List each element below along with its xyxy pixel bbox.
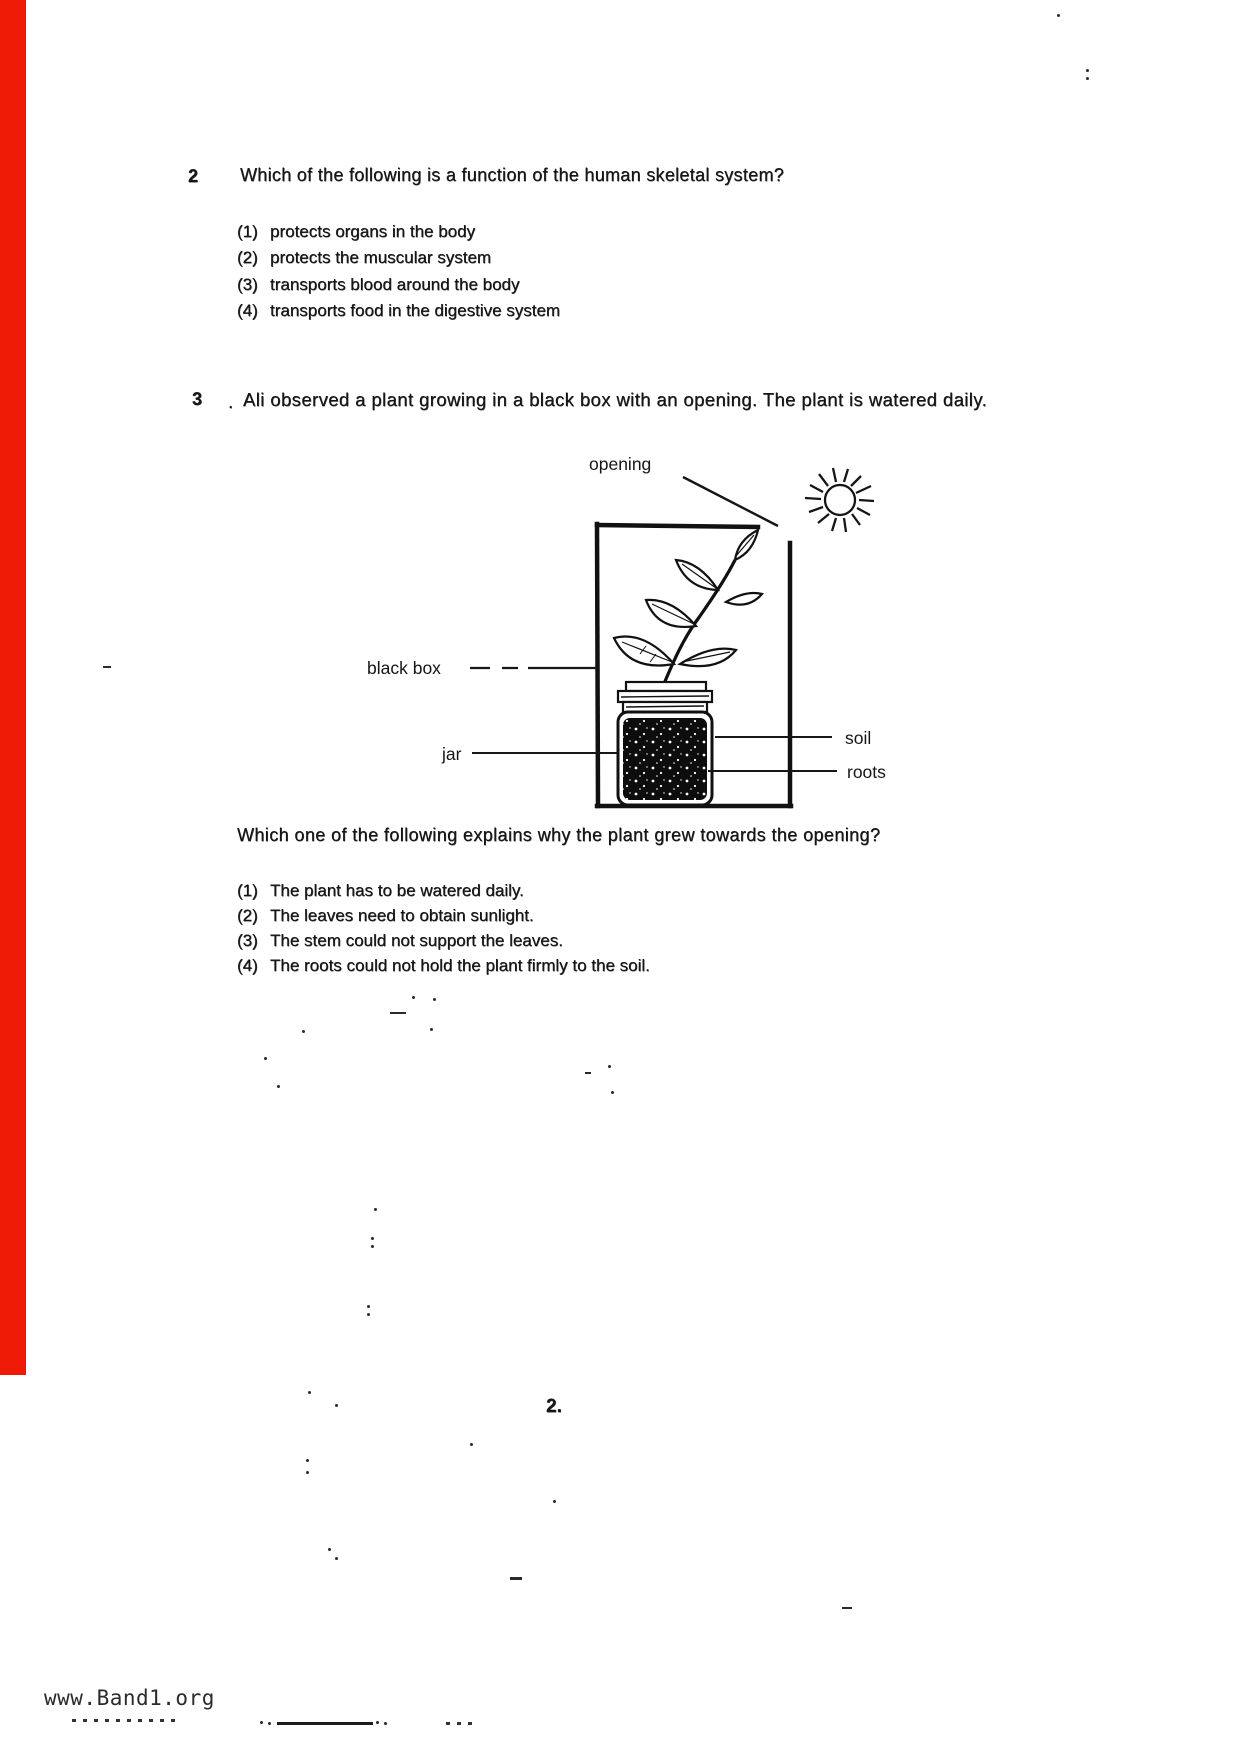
scan-line-mark xyxy=(277,1722,373,1725)
option-key: (3) xyxy=(237,274,258,294)
scan-speck xyxy=(335,1404,338,1407)
scan-speck xyxy=(328,1548,331,1551)
question-3-sub-question: Which one of the following explains why the plant grew towards the opening? xyxy=(237,825,881,845)
answer-option xyxy=(237,903,650,928)
scan-speck xyxy=(374,1208,377,1211)
option-text: protects organs in the body xyxy=(270,222,476,241)
scan-speck xyxy=(412,996,415,999)
answer-option xyxy=(237,245,560,271)
question-3-options xyxy=(237,878,650,978)
answer-option xyxy=(237,953,650,978)
plant-box-diagram xyxy=(360,440,920,830)
scan-speck xyxy=(306,1471,309,1474)
page-number: 2. xyxy=(546,1396,562,1417)
scan-speck xyxy=(371,1237,374,1240)
scan-dotted-marks xyxy=(446,1722,472,1725)
option-key: (4) xyxy=(237,301,258,321)
option-text: transports food in the digestive system xyxy=(270,301,561,321)
plant-illustration xyxy=(614,530,762,686)
scan-edge-red-bar xyxy=(0,0,26,1375)
option-text: The leaves need to obtain sunlight. xyxy=(270,906,534,925)
roots-label: roots xyxy=(847,762,886,782)
answer-option xyxy=(237,272,560,298)
option-key: (1) xyxy=(237,881,258,900)
scan-speck xyxy=(1057,14,1060,17)
option-text: protects the muscular system xyxy=(270,248,492,268)
question-2-stem: Which of the following is a function of the human skeletal system? xyxy=(240,165,785,185)
scan-speck xyxy=(306,1459,309,1462)
sun-icon xyxy=(805,468,874,532)
opening-pointer-line xyxy=(683,477,778,526)
opening-label: opening xyxy=(589,454,652,474)
scan-speck xyxy=(302,1030,305,1033)
question-2-number: 2 xyxy=(188,166,199,186)
scan-speck xyxy=(103,666,111,668)
scan-speck xyxy=(611,1091,614,1094)
scan-speck xyxy=(367,1313,370,1316)
scan-speck xyxy=(842,1607,852,1609)
jar-label: jar xyxy=(442,744,462,764)
question-2-options xyxy=(237,219,560,325)
black-box-label: black box xyxy=(367,658,441,678)
scan-speck xyxy=(260,1721,263,1724)
scan-speck xyxy=(308,1391,311,1394)
scan-speck xyxy=(371,1245,374,1248)
answer-option xyxy=(237,928,650,953)
scan-speck xyxy=(268,1722,271,1725)
scan-speck xyxy=(430,1028,433,1031)
scan-speck xyxy=(390,1012,406,1014)
footer-watermark-url: www.Band1.org xyxy=(44,1686,215,1710)
jar-illustration xyxy=(618,682,712,805)
question-3-number: 3 xyxy=(192,389,203,409)
option-text: The plant has to be watered daily. xyxy=(270,881,524,900)
scan-speck xyxy=(553,1500,556,1503)
answer-option xyxy=(237,219,560,245)
scan-speck xyxy=(384,1722,387,1725)
option-key: (1) xyxy=(237,222,258,241)
scan-speck xyxy=(376,1721,379,1724)
scan-speck xyxy=(585,1072,591,1074)
scan-speck xyxy=(433,998,436,1001)
scan-speck xyxy=(277,1085,280,1088)
option-key: (3) xyxy=(237,931,258,950)
question-3-stem: Ali observed a plant growing in a black box with an opening. The plant is watered daily. xyxy=(243,389,988,410)
scan-speck xyxy=(335,1557,338,1560)
option-text: The stem could not support the leaves. xyxy=(270,931,563,950)
scan-artifact-dot: . xyxy=(228,391,234,412)
option-key: (2) xyxy=(237,906,258,925)
scan-speck xyxy=(510,1577,522,1580)
scan-speck xyxy=(1086,77,1089,80)
scan-speck xyxy=(608,1065,611,1068)
option-key: (4) xyxy=(237,956,258,975)
answer-option xyxy=(237,298,560,324)
scan-speck xyxy=(264,1057,267,1060)
scan-speck xyxy=(1086,69,1089,72)
option-text: The roots could not hold the plant firmly to the soil. xyxy=(270,956,650,975)
scan-speck xyxy=(470,1443,473,1446)
soil-fill xyxy=(623,718,707,800)
scan-dotted-marks xyxy=(72,1719,178,1722)
soil-label: soil xyxy=(845,728,872,748)
scan-speck xyxy=(367,1305,370,1308)
option-key: (2) xyxy=(237,248,258,268)
option-text: transports blood around the body xyxy=(270,274,520,294)
answer-option xyxy=(237,878,650,903)
